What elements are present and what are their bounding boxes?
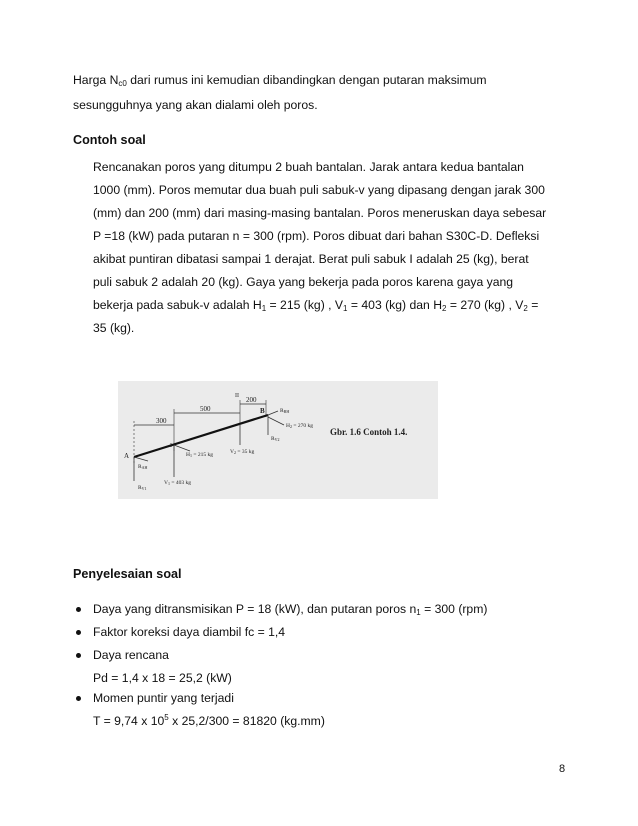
dim-300-label: 300 bbox=[156, 417, 167, 425]
example-line-4: P =18 (kW) pada putaran n = 300 (rpm). Poros dibuat dari bahan S30C-D. Defleksi bbox=[93, 229, 540, 243]
arrow-rah bbox=[134, 457, 148, 461]
page-number: 8 bbox=[559, 763, 566, 775]
bullet-2 bbox=[76, 630, 81, 635]
point-b: B bbox=[260, 407, 265, 415]
solution-item-2: Faktor koreksi daya diambil fc = 1,4 bbox=[93, 625, 286, 639]
solution-item-3-calc: Pd = 1,4 x 18 = 25,2 (kW) bbox=[93, 671, 232, 685]
example-line-6: puli sabuk 2 adalah 20 (kg). Gaya yang bekerja pada poros karena gaya yang bbox=[93, 275, 514, 289]
bullet-1 bbox=[76, 607, 81, 612]
intro-line-2: sesungguhnya yang akan dialami oleh poros. bbox=[73, 98, 318, 112]
example-line-3: (mm) dan 200 (mm) dari masing-masing bantalan. Poros meneruskan daya sebesar bbox=[93, 206, 547, 220]
bullet-3 bbox=[76, 653, 81, 658]
label-h1: H1 = 215 kg bbox=[186, 452, 213, 458]
example-line-1: Rencanakan poros yang ditumpu 2 buah bantalan. Jarak antara kedua bantalan bbox=[93, 160, 524, 174]
intro-line-1: Harga $N_{c0}$ dari rumus ini kemudian dibandingkan dengan putaran maksimum bbox=[73, 73, 487, 88]
label-rbh: RBH bbox=[280, 408, 290, 414]
shaft-diagram bbox=[118, 381, 438, 499]
solution-heading: Penyelesaian soal bbox=[73, 567, 182, 581]
shaft-figure bbox=[118, 381, 438, 499]
label-h2: H2 = 270 kg bbox=[286, 423, 313, 429]
example-heading: Contoh soal bbox=[73, 133, 146, 147]
dim-500-label: 500 bbox=[200, 405, 211, 413]
dim-200-label: 200 bbox=[246, 396, 257, 404]
point-i: I bbox=[170, 443, 172, 449]
point-a: A bbox=[124, 452, 130, 460]
label-rav: RV1 bbox=[138, 485, 147, 491]
arrow-h1 bbox=[174, 445, 190, 451]
solution-item-4-calc: T = 9,74 x $10^5$ x 25,2/300 = 81820 (kg.mm) bbox=[93, 713, 325, 728]
arrow-h2 bbox=[268, 417, 284, 425]
example-line-2: 1000 (mm). Poros memutar dua buah puli sabuk-v yang dipasang dengan jarak 300 bbox=[93, 183, 545, 197]
example-line-8: 35 (kg). bbox=[93, 321, 135, 335]
bullet-4 bbox=[76, 696, 81, 701]
figure-caption: Gbr. 1.6 Contoh 1.4. bbox=[330, 427, 408, 437]
arrow-rbh bbox=[268, 411, 278, 415]
label-v2: V2 = 35 kg bbox=[230, 449, 255, 455]
point-ii: II bbox=[235, 393, 239, 399]
label-rbv: RV2 bbox=[271, 436, 280, 442]
example-line-5: akibat puntiran dibatasi sampai 1 derajat. Berat puli sabuk I adalah 25 (kg), berat bbox=[93, 252, 529, 266]
label-rah: RAH bbox=[138, 464, 148, 470]
example-line-7: bekerja pada sabuk-v adalah $H_1 = 215$ (kg) , $V_1 = 403$ (kg) dan $H_2 = 270$ (kg) , $V_2$ = bbox=[93, 298, 539, 313]
solution-item-1: Daya yang ditransmisikan P = 18 (kW), dan putaran poros $n_1 = 300$ (rpm) bbox=[93, 602, 488, 617]
label-v1: V1 = 403 kg bbox=[164, 480, 191, 486]
solution-item-3: Daya rencana bbox=[93, 648, 169, 662]
solution-item-4: Momen puntir yang terjadi bbox=[93, 691, 234, 705]
